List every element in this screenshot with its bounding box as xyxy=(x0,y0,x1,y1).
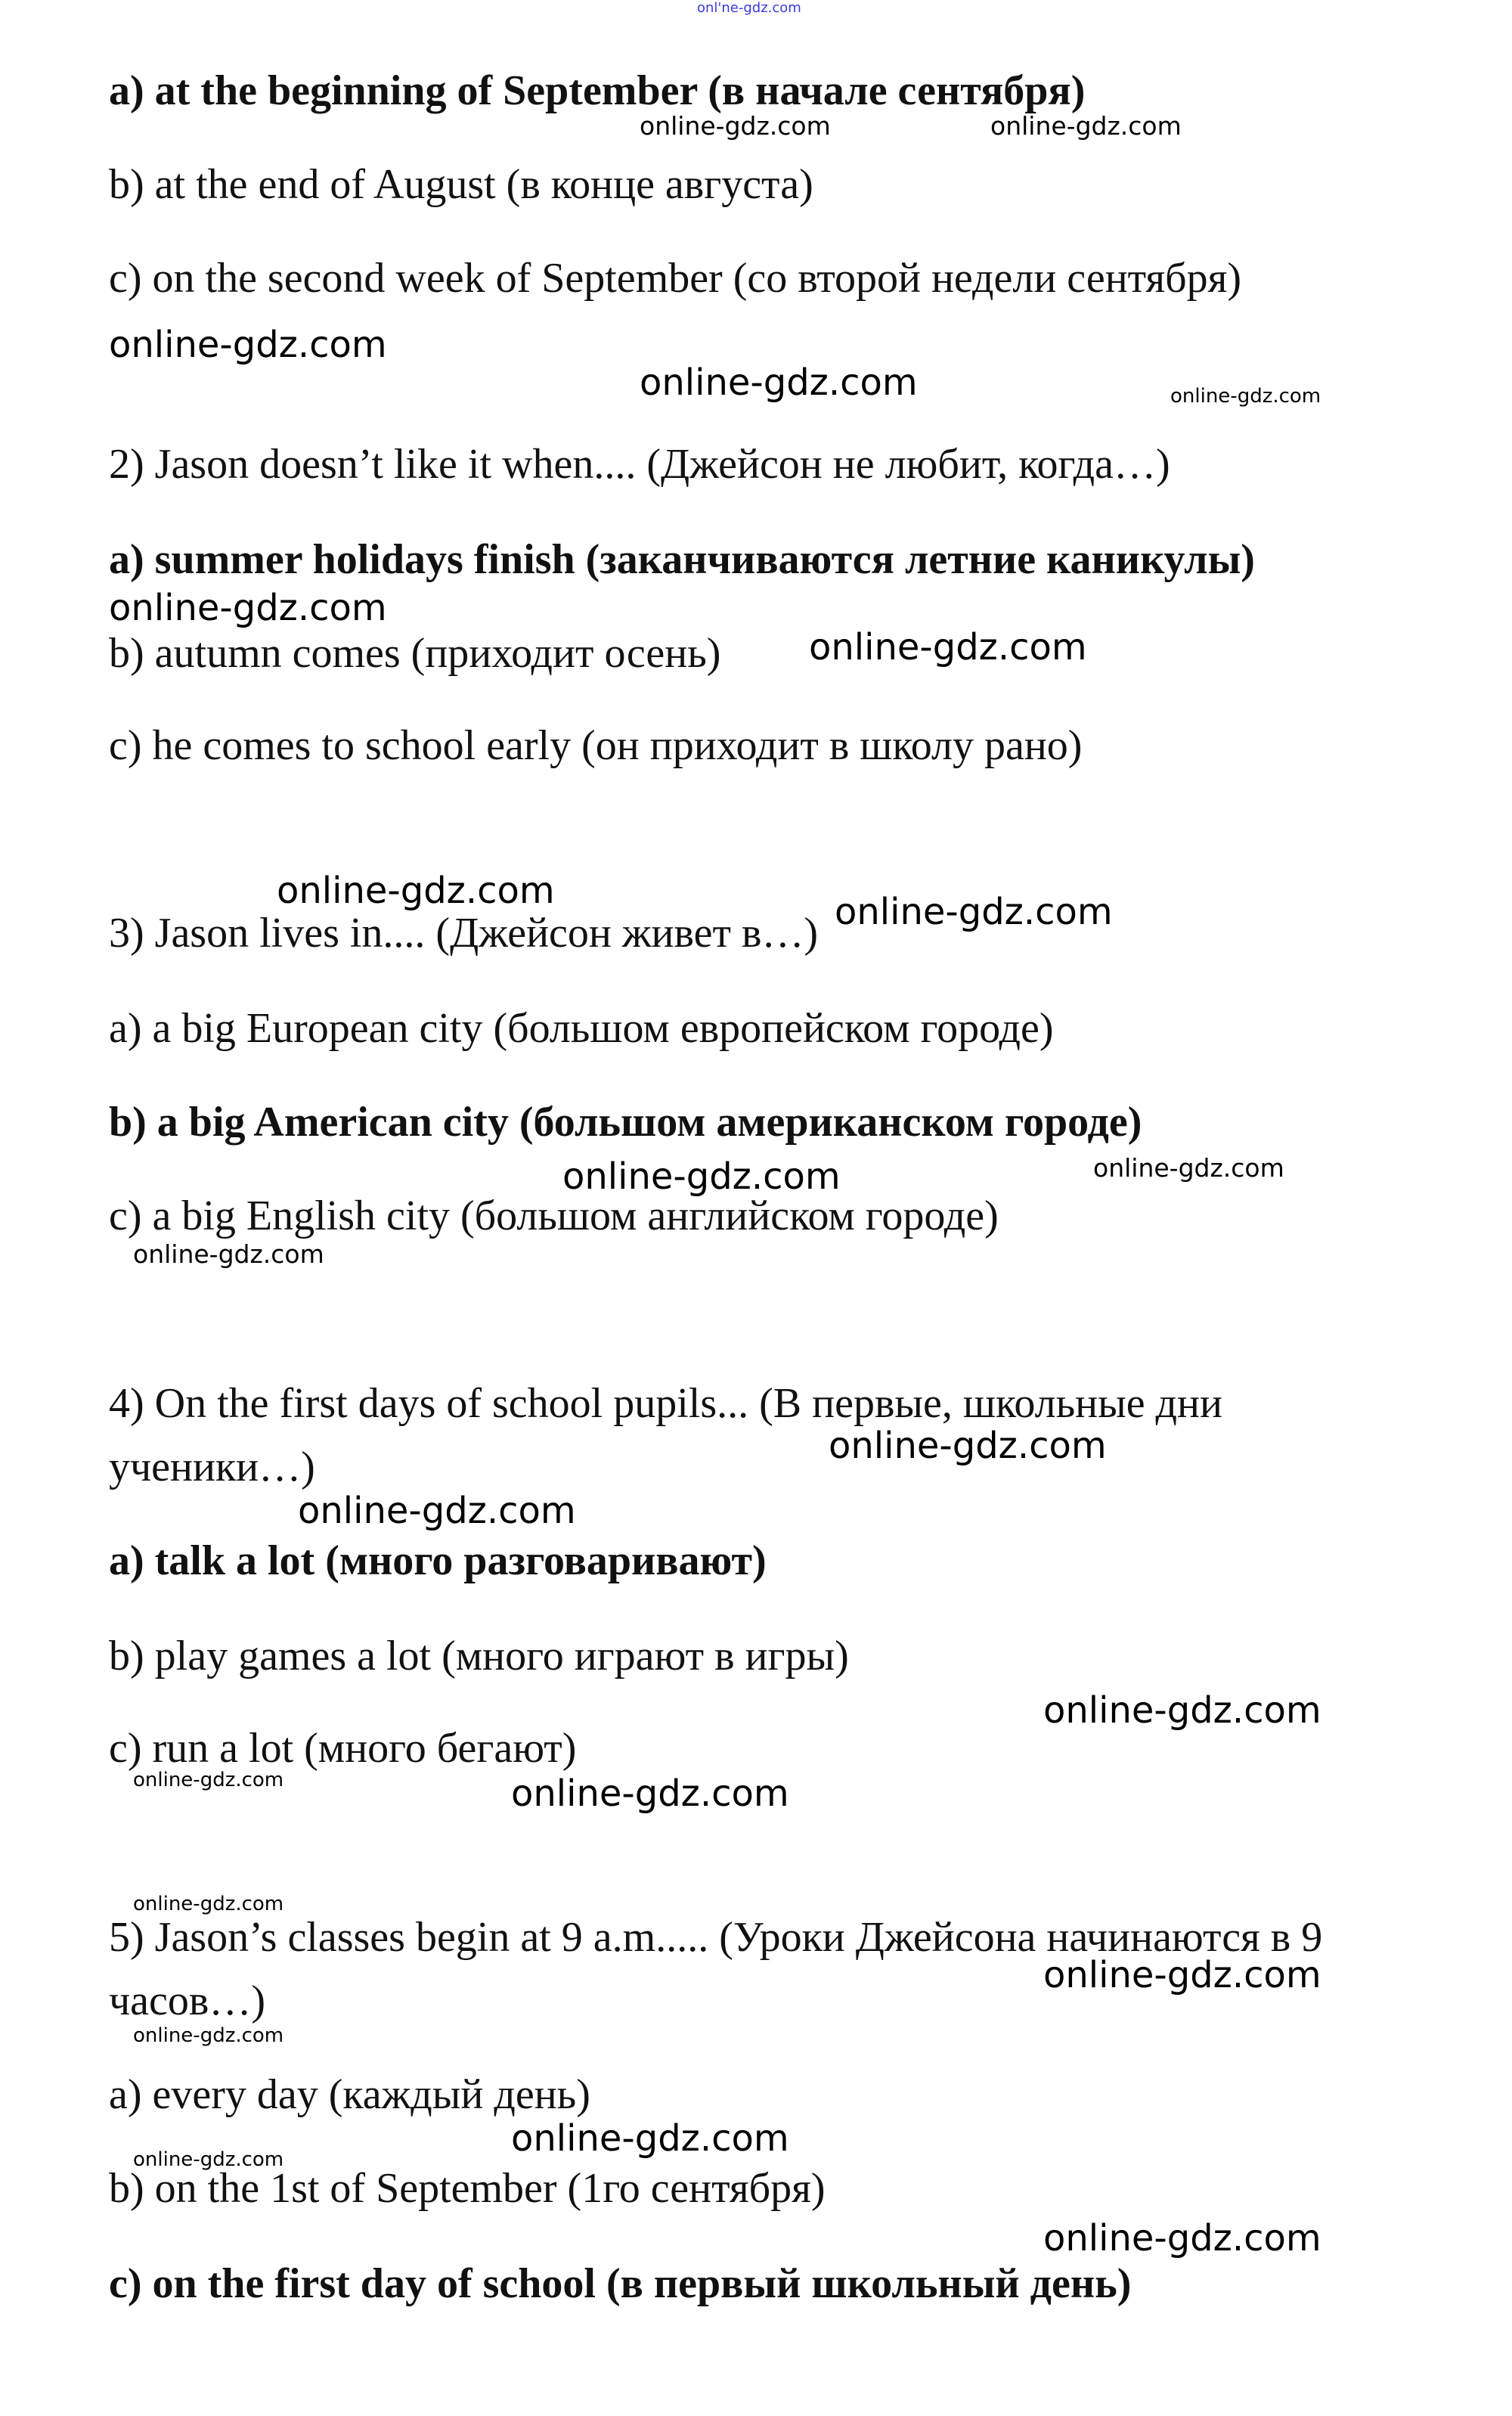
watermark: online-gdz.com xyxy=(640,110,831,141)
watermark: online-gdz.com xyxy=(1043,2217,1321,2259)
watermark: online-gdz.com xyxy=(133,1893,284,1915)
answer-line-correct: a) talk a lot (много разговаривают) xyxy=(109,1537,767,1584)
watermark: online-gdz.com xyxy=(990,110,1182,141)
text-line: b) at the end of August (в конце августа) xyxy=(109,161,813,208)
watermark: online-gdz.com xyxy=(1043,1954,1321,1996)
answer-line-correct: c) on the first day of school (в первый школьный день) xyxy=(109,2260,1132,2307)
text-line: a) a big European city (большом европейском городе) xyxy=(109,1005,1054,1052)
watermark: online-gdz.com xyxy=(1170,385,1321,408)
header-watermark: onl'ne-gdz.com xyxy=(697,0,801,16)
watermark: online-gdz.com xyxy=(640,361,918,404)
text-line: b) autumn comes (приходит осень) xyxy=(109,630,721,677)
text-line: 5) Jason’s classes begin at 9 a.m..... (Уроки Джейсона начинаются в 9 xyxy=(109,1914,1323,1961)
text-line: c) he comes to school early (он приходит в школу рано) xyxy=(109,722,1083,769)
answer-line-correct: a) summer holidays finish (заканчиваются летние каникулы) xyxy=(109,536,1255,583)
watermark: online-gdz.com xyxy=(133,2148,284,2171)
watermark: online-gdz.com xyxy=(133,1239,324,1269)
watermark: online-gdz.com xyxy=(1043,1689,1321,1732)
watermark: online-gdz.com xyxy=(809,626,1087,668)
watermark: online-gdz.com xyxy=(829,1425,1107,1467)
watermark: online-gdz.com xyxy=(133,1769,284,1791)
watermark: online-gdz.com xyxy=(133,2024,284,2047)
watermark: online-gdz.com xyxy=(835,891,1113,933)
text-line: часов…) xyxy=(109,1977,265,2024)
text-line: a) every day (каждый день) xyxy=(109,2071,590,2118)
text-line: c) on the second week of September (со второй недели сентября) xyxy=(109,255,1242,302)
watermark: online-gdz.com xyxy=(277,870,555,912)
watermark: online-gdz.com xyxy=(109,587,387,629)
watermark: online-gdz.com xyxy=(562,1155,841,1198)
watermark: online-gdz.com xyxy=(1093,1152,1284,1183)
watermark: online-gdz.com xyxy=(109,324,387,366)
text-line: c) a big English city (большом английском городе) xyxy=(109,1192,999,1239)
text-line: b) on the 1st of September (1го сентября) xyxy=(109,2165,826,2212)
watermark: online-gdz.com xyxy=(511,2117,789,2160)
answer-line-correct: a) at the beginning of September (в начале сентября) xyxy=(109,67,1086,114)
watermark: online-gdz.com xyxy=(511,1772,789,1815)
text-line: b) play games a lot (много играют в игры) xyxy=(109,1633,849,1679)
text-line: 4) On the first days of school pupils... (В первые, школьные дни xyxy=(109,1380,1222,1427)
text-line: 2) Jason doesn’t like it when.... (Джейсон не любит, когда…) xyxy=(109,441,1170,488)
watermark: online-gdz.com xyxy=(298,1490,576,1532)
text-line: ученики…) xyxy=(109,1444,315,1490)
answer-line-correct: b) a big American city (большом американском городе) xyxy=(109,1099,1142,1146)
text-line: c) run a lot (много бегают) xyxy=(109,1725,577,1772)
text-line: 3) Jason lives in.... (Джейсон живет в…) xyxy=(109,910,819,957)
